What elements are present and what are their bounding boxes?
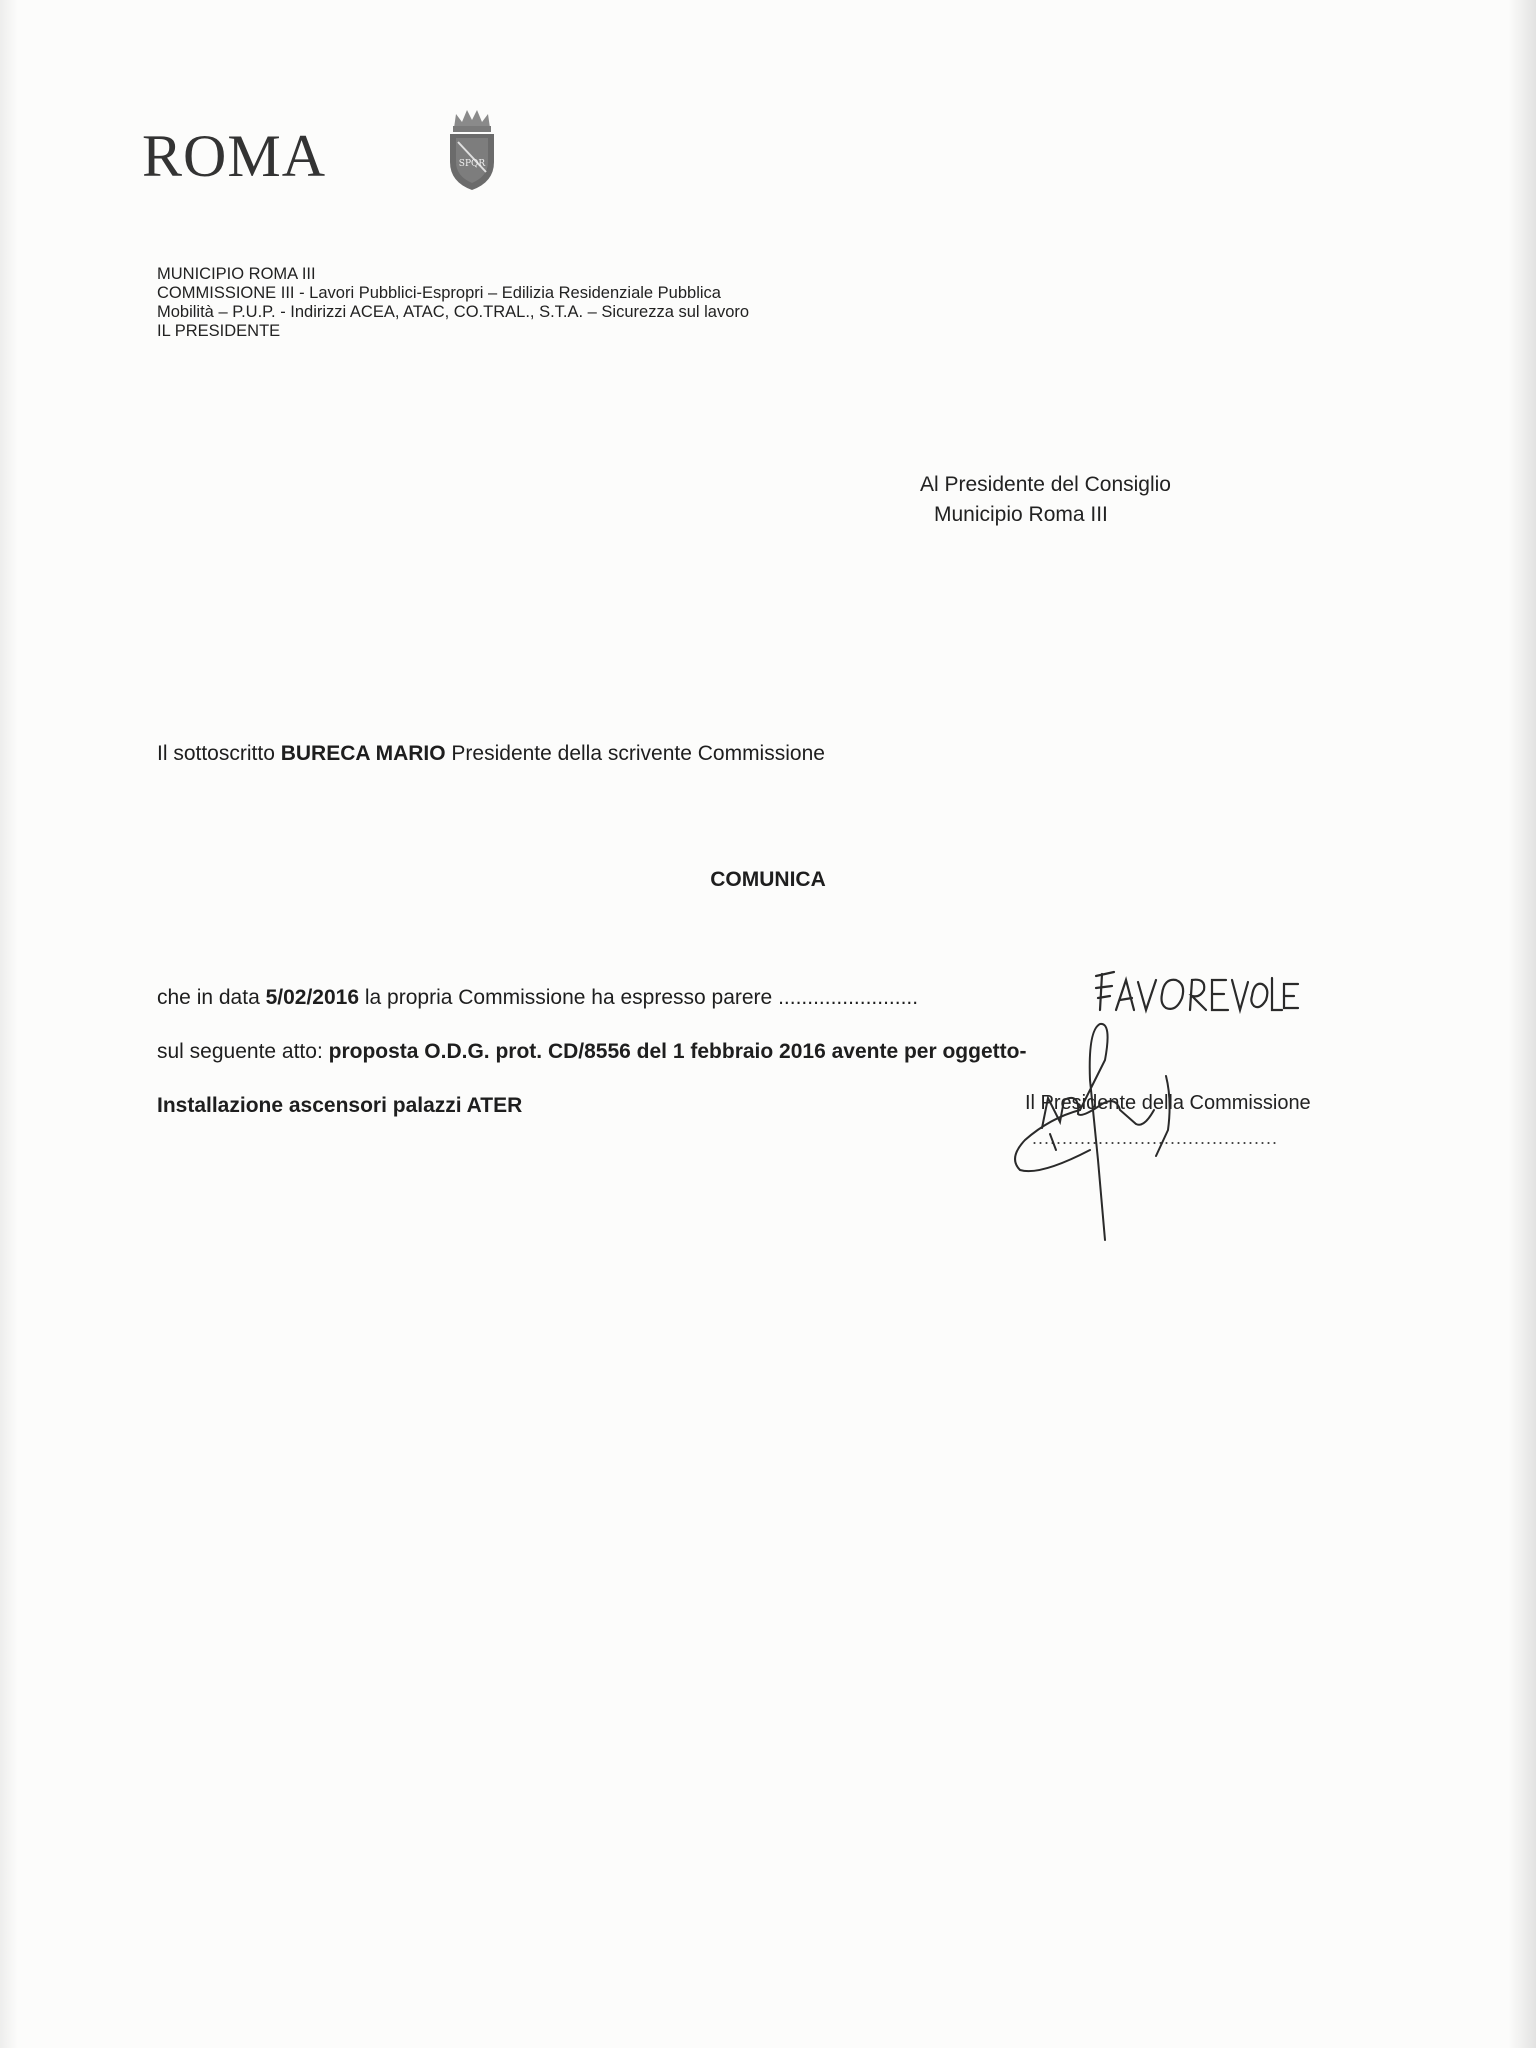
statement-date: 5/02/2016 — [265, 986, 360, 1009]
signer-name: BURECA MARIO — [280, 742, 446, 765]
roma-logo-text: ROMA — [142, 123, 327, 189]
header-mobilita: Mobilità – P.U.P. - Indirizzi ACEA, ATAC, CO.TRAL., S.T.A. – Sicurezza sul lavoro — [157, 303, 750, 321]
addressee-line2: Municipio Roma III — [934, 503, 1108, 526]
act-subject: proposta O.D.G. prot. CD/8556 del 1 febbraio 2016 avente per oggetto- — [328, 1040, 1027, 1063]
header-commissione: COMMISSIONE III - Lavori Pubblici-Espropri – Edilizia Residenziale Pubblica — [157, 284, 721, 302]
parere-dots: ........................ — [778, 986, 919, 1009]
handwritten-signature — [930, 1000, 1230, 1250]
addressee-block — [920, 470, 1171, 530]
signature-label: Il Presidente della Commissione — [1025, 1092, 1311, 1114]
scan-edge-left — [0, 0, 18, 2048]
header-presidente: IL PRESIDENTE — [157, 322, 281, 340]
issuer-header — [157, 265, 749, 341]
svg-text:SPQR: SPQR — [458, 159, 486, 169]
statement-paragraph: che in data 5/02/2016 la propria Commissione ha espresso parere ........................ — [157, 986, 919, 1009]
intro-paragraph: Il sottoscritto BURECA MARIO Presidente della scrivente Commissione — [157, 742, 825, 765]
signature-dots: ......................................... — [1032, 1128, 1279, 1148]
act-line1: sul seguente atto: proposta O.D.G. prot. CD/8556 del 1 febbraio 2016 avente per oggetto- — [157, 1040, 1027, 1063]
act-line2: Installazione ascensori palazzi ATER — [157, 1094, 523, 1117]
header-municipio: MUNICIPIO ROMA III — [157, 265, 316, 283]
addressee-line1: Al Presidente del Consiglio — [920, 473, 1171, 496]
scan-edge-right — [1508, 0, 1536, 2048]
rome-coat-of-arms-icon — [444, 106, 500, 192]
heading-comunica: COMUNICA — [710, 868, 826, 891]
